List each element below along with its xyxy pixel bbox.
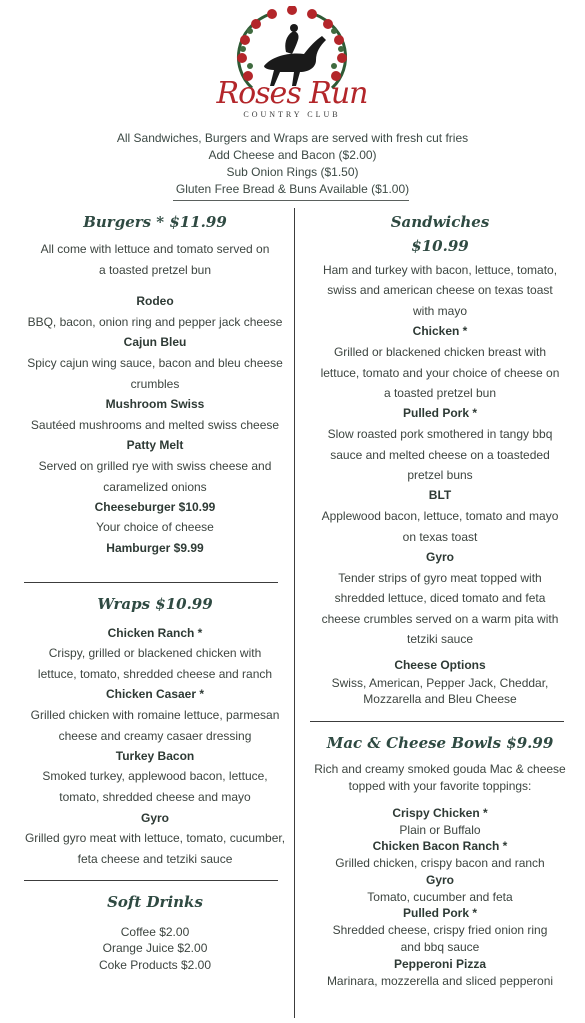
burgers-desc: All come with lettuce and tomato served on (40, 242, 270, 256)
item-desc: sauce and melted cheese on a toasteded (330, 448, 550, 462)
item-name: Gyro (140, 811, 169, 825)
item-name: Chicken Bacon Ranch * (372, 839, 508, 853)
mac-desc: Rich and creamy smoked gouda Mac & cheese (314, 762, 566, 776)
item-desc: Shredded cheese, crispy fried onion ring (332, 923, 548, 937)
item-name: Cheeseburger $10.99 (94, 500, 216, 514)
item-desc: lettuce, tomato and your choice of cheese on (320, 366, 560, 380)
drink-item: Orange Juice $2.00 (102, 941, 208, 955)
right-column (295, 0, 585, 1023)
item-desc: Served on grilled rye with swiss cheese and (38, 459, 272, 473)
item-desc: Slow roasted pork smothered in tangy bbq (327, 427, 553, 441)
item-desc: shredded lettuce, diced tomato and feta (334, 591, 546, 605)
item-name: Chicken Ranch * (107, 626, 203, 640)
drink-item: Coke Products $2.00 (98, 958, 212, 972)
item-name: Cajun Bleu (123, 335, 187, 349)
item-name: Chicken * (412, 324, 468, 338)
sandwiches-price: $10.99 (411, 237, 469, 255)
item-desc: on texas toast (402, 530, 478, 544)
drinks-heading: Soft Drinks (107, 893, 203, 911)
logo-subtitle: COUNTRY CLUB (243, 110, 341, 119)
sandwiches-heading: Sandwiches (390, 213, 490, 231)
item-desc: tetziki sauce (406, 632, 474, 646)
item-desc: Ham and turkey with bacon, lettuce, tomato, (322, 263, 558, 277)
item-name: Gyro (425, 550, 454, 564)
item-name: Pulled Pork * (402, 406, 478, 420)
item-desc: cheese crumbles served on a warm pita with (321, 612, 559, 626)
burgers-heading: Burgers * $11.99 (83, 213, 227, 231)
item-desc: tomato, shredded cheese and mayo (59, 790, 251, 804)
item-desc: Applewood bacon, lettuce, tomato and mayo (321, 509, 559, 523)
item-desc: Mozzarella and Bleu Cheese (363, 692, 517, 706)
item-name: Crispy Chicken * (392, 806, 488, 820)
item-desc: Plain or Buffalo (399, 823, 481, 837)
mac-desc: topped with your favorite toppings: (348, 779, 532, 793)
item-desc: Spicy cajun wing sauce, bacon and bleu cheese (27, 356, 283, 370)
item-desc: Smoked turkey, applewood bacon, lettuce, (42, 769, 268, 783)
item-desc: Crispy, grilled or blackened chicken with (48, 646, 262, 660)
logo-wordmark: Roses Run (216, 76, 368, 111)
intro-line: Add Cheese and Bacon ($2.00) (208, 148, 377, 162)
intro-line: Sub Onion Rings ($1.50) (226, 165, 359, 179)
drink-item: Coffee $2.00 (120, 925, 190, 939)
item-desc: Grilled or blackened chicken breast with (333, 345, 547, 359)
item-desc: lettuce, tomato, shredded cheese and ranch (37, 667, 273, 681)
item-name: Hamburger $9.99 (106, 541, 204, 555)
wraps-heading: Wraps $10.99 (97, 595, 213, 613)
item-desc: Grilled gyro meat with lettuce, tomato, cucumber, (24, 831, 286, 845)
item-desc: Swiss, American, Pepper Jack, Cheddar, (331, 676, 549, 690)
item-name: Rodeo (136, 294, 174, 308)
item-desc: BBQ, bacon, onion ring and pepper jack cheese (27, 315, 283, 329)
mac-heading: Mac & Cheese Bowls $9.99 (326, 734, 554, 752)
item-desc: and bbq sauce (400, 940, 480, 954)
item-desc: pretzel buns (407, 468, 473, 482)
item-desc: feta cheese and tetziki sauce (77, 852, 233, 866)
item-name: Cheese Options (394, 658, 486, 672)
item-desc: Marinara, mozzerella and sliced pepperoni (326, 974, 554, 988)
burgers-desc: a toasted pretzel bun (98, 263, 212, 277)
item-desc: caramelized onions (103, 480, 207, 494)
item-desc: Sautéed mushrooms and melted swiss cheese (30, 418, 280, 432)
item-desc: Your choice of cheese (96, 520, 214, 534)
item-desc: crumbles (130, 377, 180, 391)
intro-line: Gluten Free Bread & Buns Available ($1.00) (175, 182, 410, 196)
item-desc: with mayo (412, 304, 468, 318)
item-name: Chicken Casaer * (105, 687, 205, 701)
item-name: Mushroom Swiss (105, 397, 205, 411)
intro-line: All Sandwiches, Burgers and Wraps are served with fresh cut fries (116, 131, 469, 145)
item-desc: Grilled chicken with romaine lettuce, parmesan (30, 708, 280, 722)
item-name: Gyro (425, 873, 454, 887)
item-name: BLT (428, 488, 452, 502)
item-desc: Tender strips of gyro meat topped with (338, 571, 542, 585)
item-desc: swiss and american cheese on texas toast (327, 283, 553, 297)
item-desc: Grilled chicken, crispy bacon and ranch (335, 856, 545, 870)
item-name: Turkey Bacon (115, 749, 195, 763)
item-desc: a toasted pretzel bun (383, 386, 497, 400)
item-name: Pulled Pork * (402, 906, 478, 920)
item-desc: cheese and creamy casaer dressing (58, 729, 252, 743)
item-name: Pepperoni Pizza (393, 957, 487, 971)
item-name: Patty Melt (126, 438, 184, 452)
item-desc: Tomato, cucumber and feta (367, 890, 513, 904)
